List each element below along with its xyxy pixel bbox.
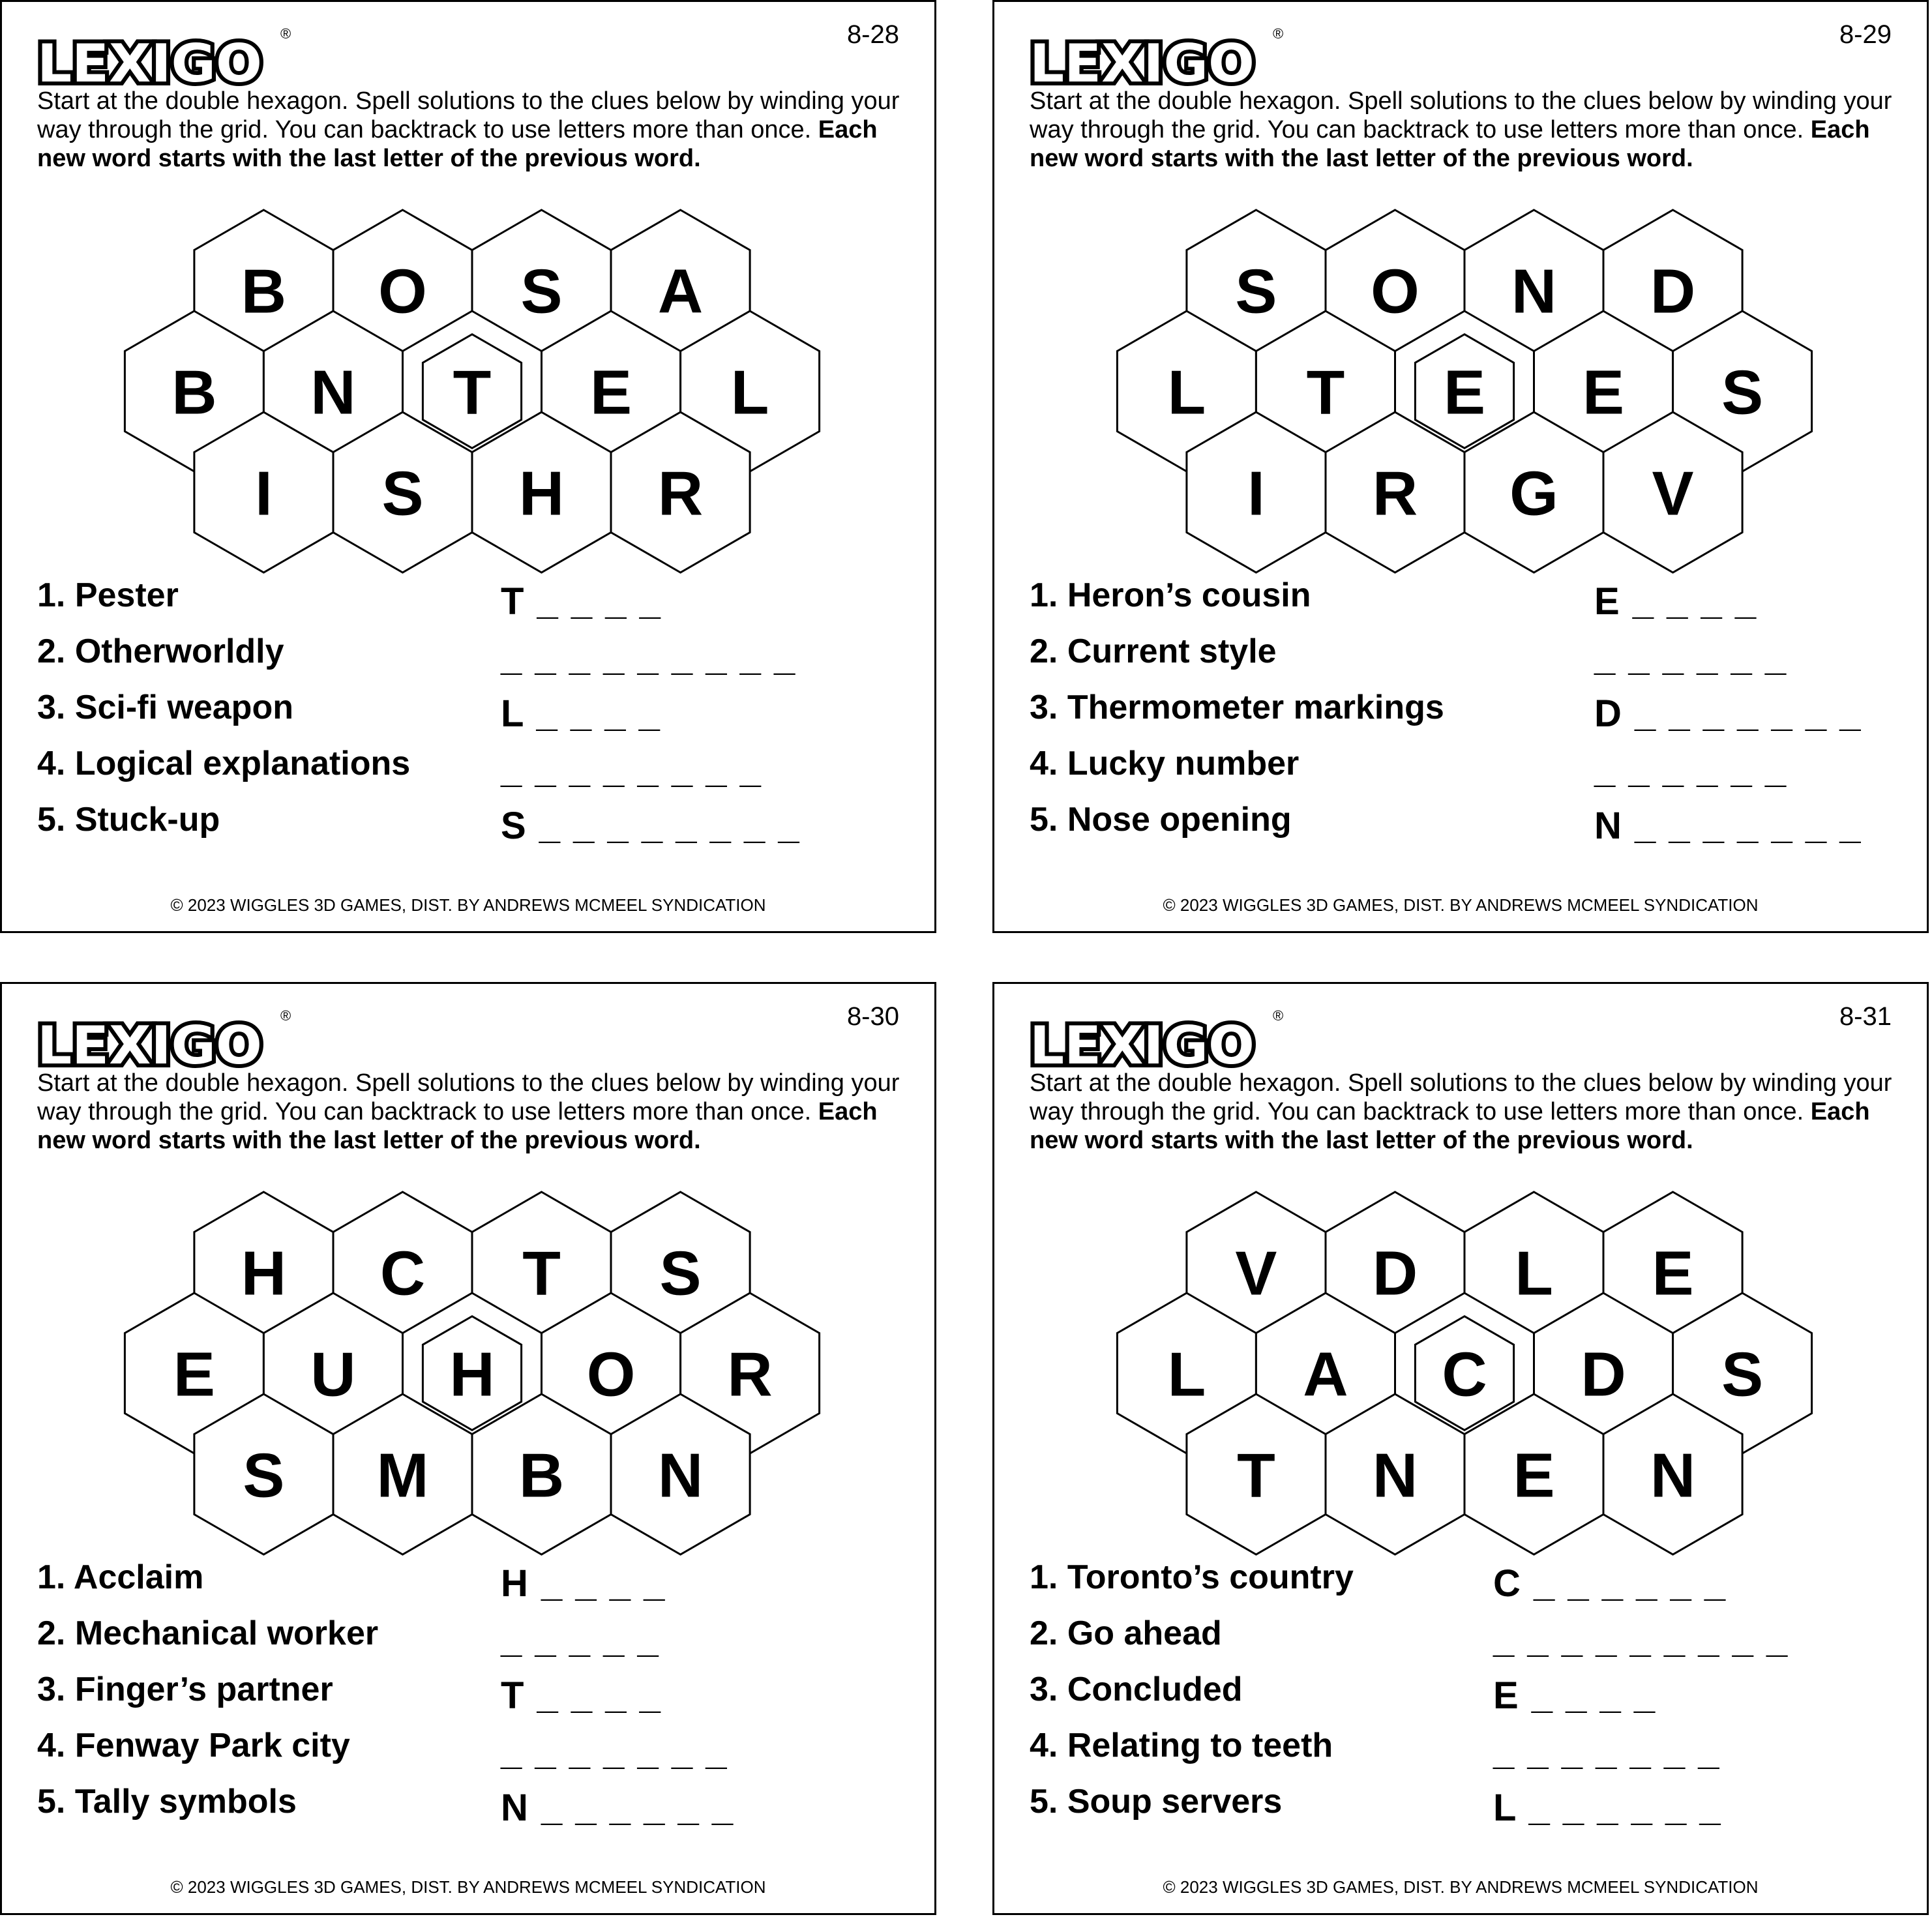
hex-letter: L <box>1515 1238 1553 1309</box>
answer-blanks[interactable]: _ _ _ _ _ _ <box>1594 636 1788 679</box>
instructions-text: Start at the double hexagon. Spell solutions to the clues below by winding your way through the grid. You can backtrack to use letters more than once. <box>37 87 900 143</box>
svg-text:LEXIGO: LEXIGO <box>1030 33 1255 93</box>
hex-letter: S <box>1721 357 1764 428</box>
clue-label: 5. Soup servers <box>1030 1783 1283 1821</box>
hex-letter: S <box>381 458 424 529</box>
clue-row <box>1030 1726 1903 1782</box>
hex-letter: E <box>1513 1440 1555 1511</box>
clue-label: 2. Mechanical worker <box>37 1614 379 1652</box>
clue-row <box>1030 576 1903 632</box>
puzzle-id: 8-29 <box>1839 20 1892 49</box>
hex-letter: O <box>378 256 427 327</box>
hex-grid <box>2 2 938 589</box>
hex-letter: U <box>310 1339 356 1410</box>
hex-letter: V <box>1652 458 1694 529</box>
clue-label: 4. Logical explanations <box>37 745 411 782</box>
hex-letter: C <box>1442 1339 1487 1410</box>
instructions-bold-text: Each new word starts with the last letter of the previous word. <box>37 1098 878 1154</box>
hex-letter: E <box>1583 357 1625 428</box>
hex-letter: M <box>376 1440 429 1511</box>
clue-row <box>1030 1670 1903 1726</box>
hex-letter: N <box>310 357 356 428</box>
svg-text:®: ® <box>1273 1007 1284 1024</box>
clue-row <box>37 1782 911 1838</box>
answer-blanks[interactable]: E _ _ _ _ <box>1594 580 1758 623</box>
clue-row <box>37 744 911 800</box>
copyright-notice: © 2023 WIGGLES 3D GAMES, DIST. BY ANDREWS MCMEEL SYNDICATION <box>1163 895 1759 915</box>
hex-letter: S <box>1235 256 1277 327</box>
clue-label: 1. Heron’s cousin <box>1030 576 1311 614</box>
hex-letter: S <box>520 256 563 327</box>
clue-label: 4. Relating to teeth <box>1030 1727 1333 1764</box>
answer-blanks[interactable]: _ _ _ _ _ _ _ _ _ <box>1493 1618 1789 1661</box>
answer-blanks[interactable]: E _ _ _ _ <box>1493 1674 1657 1717</box>
instructions-text: Start at the double hexagon. Spell solutions to the clues below by winding your way through the grid. You can backtrack to use letters more than once. <box>1030 87 1892 143</box>
instructions-text: Start at the double hexagon. Spell solutions to the clues below by winding your way through the grid. You can backtrack to use letters more than once. <box>37 1069 900 1125</box>
hex-letter: G <box>1509 458 1558 529</box>
hex-letter: D <box>1581 1339 1626 1410</box>
clue-row <box>1030 744 1903 800</box>
clue-row <box>1030 1782 1903 1838</box>
copyright-notice: © 2023 WIGGLES 3D GAMES, DIST. BY ANDREWS MCMEEL SYNDICATION <box>170 895 766 915</box>
hex-grid <box>994 2 1931 589</box>
answer-blanks[interactable]: _ _ _ _ _ _ _ _ _ <box>501 636 797 679</box>
hex-letter: E <box>1652 1238 1694 1309</box>
hex-letter: O <box>1371 256 1419 327</box>
clue-label: 1. Acclaim <box>37 1558 204 1596</box>
hex-letter: R <box>1372 458 1418 529</box>
instructions-bold-text: Each new word starts with the last letter of the previous word. <box>37 116 878 172</box>
clue-label: 5. Tally symbols <box>37 1783 297 1821</box>
hex-letter: I <box>255 458 273 529</box>
hex-letter: T <box>1306 357 1345 428</box>
hex-letter: R <box>657 458 704 529</box>
clue-row <box>1030 800 1903 856</box>
answer-blanks[interactable]: _ _ _ _ _ _ _ _ <box>501 749 762 791</box>
clue-label: 5. Nose opening <box>1030 801 1292 839</box>
clue-row <box>1030 1558 1903 1614</box>
svg-text:LEXIGO: LEXIGO <box>37 33 262 93</box>
answer-blanks[interactable]: S _ _ _ _ _ _ _ _ <box>501 805 801 847</box>
svg-text:LEXIGO: LEXIGO <box>37 1015 262 1075</box>
hex-letter: H <box>518 458 565 529</box>
hex-letter: D <box>1372 1238 1418 1309</box>
clue-label: 3. Finger’s partner <box>37 1671 333 1708</box>
hex-letter: S <box>1721 1339 1764 1410</box>
answer-blanks[interactable]: L _ _ _ _ _ _ <box>1493 1787 1722 1829</box>
clue-row <box>37 632 911 688</box>
hex-letter: S <box>243 1440 285 1511</box>
puzzle-id: 8-28 <box>846 20 899 49</box>
hex-letter: L <box>1167 1339 1206 1410</box>
copyright-notice: © 2023 WIGGLES 3D GAMES, DIST. BY ANDREWS MCMEEL SYNDICATION <box>1163 1877 1759 1897</box>
hex-letter: R <box>727 1339 773 1410</box>
instructions-text: Start at the double hexagon. Spell solutions to the clues below by winding your way through the grid. You can backtrack to use letters more than once. <box>1030 1069 1892 1125</box>
hex-letter: V <box>1235 1238 1277 1309</box>
puzzle-id: 8-30 <box>846 1002 899 1031</box>
answer-blanks[interactable]: _ _ _ _ _ <box>501 1618 660 1661</box>
clue-label: 4. Fenway Park city <box>37 1727 350 1764</box>
svg-text:®: ® <box>280 1007 291 1024</box>
answer-blanks[interactable]: T _ _ _ _ <box>501 1674 662 1717</box>
clue-row <box>37 688 911 744</box>
hex-letter: E <box>1443 357 1486 428</box>
hex-letter: B <box>171 357 217 428</box>
copyright-notice: © 2023 WIGGLES 3D GAMES, DIST. BY ANDREWS MCMEEL SYNDICATION <box>170 1877 766 1897</box>
hex-letter: T <box>453 357 492 428</box>
clue-label: 2. Go ahead <box>1030 1614 1222 1652</box>
clue-label: 1. Toronto’s country <box>1030 1558 1354 1596</box>
clue-row <box>1030 688 1903 744</box>
clue-label: 4. Lucky number <box>1030 745 1300 782</box>
hex-letter: C <box>379 1238 426 1309</box>
clue-row <box>37 1614 911 1670</box>
answer-blanks[interactable]: _ _ _ _ _ _ _ <box>1493 1731 1721 1773</box>
answer-blanks[interactable]: T _ _ _ _ <box>501 580 662 623</box>
hex-letter: B <box>241 256 287 327</box>
hex-letter: S <box>659 1238 702 1309</box>
clue-row <box>37 1558 911 1614</box>
puzzle-panel-8-28 <box>0 0 936 933</box>
clue-row <box>37 800 911 856</box>
answer-blanks[interactable]: D _ _ _ _ _ _ _ <box>1594 692 1862 735</box>
answer-blanks[interactable]: L _ _ _ _ <box>501 692 661 735</box>
answer-blanks[interactable]: C _ _ _ _ _ _ <box>1493 1562 1727 1605</box>
hex-grid <box>994 984 1931 1571</box>
hex-letter: L <box>730 357 769 428</box>
instructions-bold-text: Each new word starts with the last letter of the previous word. <box>1030 116 1870 172</box>
answer-blanks[interactable]: _ _ _ _ _ _ <box>1594 749 1788 791</box>
hex-grid <box>2 984 938 1571</box>
clue-label: 2. Current style <box>1030 632 1277 670</box>
hex-letter: A <box>657 256 704 327</box>
clue-row <box>37 576 911 632</box>
answer-blanks[interactable]: N _ _ _ _ _ _ _ <box>1594 805 1862 847</box>
puzzle-panel-8-30 <box>0 982 936 1915</box>
hex-letter: T <box>522 1238 561 1309</box>
hex-letter: N <box>1372 1440 1418 1511</box>
clue-label: 3. Concluded <box>1030 1671 1243 1708</box>
hex-letter: D <box>1650 256 1696 327</box>
clue-label: 5. Stuck-up <box>37 801 220 839</box>
hex-letter: N <box>1650 1440 1696 1511</box>
hex-letter: I <box>1247 458 1265 529</box>
answer-blanks[interactable]: N _ _ _ _ _ _ <box>501 1787 735 1829</box>
puzzle-panel-8-31 <box>992 982 1929 1915</box>
clue-row <box>37 1670 911 1726</box>
hex-letter: N <box>1511 256 1557 327</box>
clue-label: 1. Pester <box>37 576 179 614</box>
svg-text:®: ® <box>280 25 291 42</box>
hex-letter: T <box>1237 1440 1275 1511</box>
clue-row <box>1030 632 1903 688</box>
clue-row <box>37 1726 911 1782</box>
hex-letter: N <box>657 1440 704 1511</box>
hex-letter: H <box>241 1238 287 1309</box>
clue-label: 3. Sci-fi weapon <box>37 689 293 726</box>
answer-blanks[interactable]: _ _ _ _ _ _ _ <box>501 1731 728 1773</box>
hex-letter: L <box>1167 357 1206 428</box>
hex-letter: E <box>173 1339 215 1410</box>
svg-text:LEXIGO: LEXIGO <box>1030 1015 1255 1075</box>
puzzle-panel-8-29 <box>992 0 1929 933</box>
clue-label: 3. Thermometer markings <box>1030 689 1444 726</box>
clue-label: 2. Otherworldly <box>37 632 284 670</box>
clue-row <box>1030 1614 1903 1670</box>
svg-text:®: ® <box>1273 25 1284 42</box>
hex-letter: O <box>586 1339 636 1410</box>
answer-blanks[interactable]: H _ _ _ _ <box>501 1562 666 1605</box>
hex-letter: H <box>449 1339 495 1410</box>
hex-letter: E <box>590 357 632 428</box>
hex-letter: B <box>518 1440 565 1511</box>
hex-letter: A <box>1303 1339 1348 1410</box>
instructions-bold-text: Each new word starts with the last letter of the previous word. <box>1030 1098 1870 1154</box>
puzzle-id: 8-31 <box>1839 1002 1892 1031</box>
